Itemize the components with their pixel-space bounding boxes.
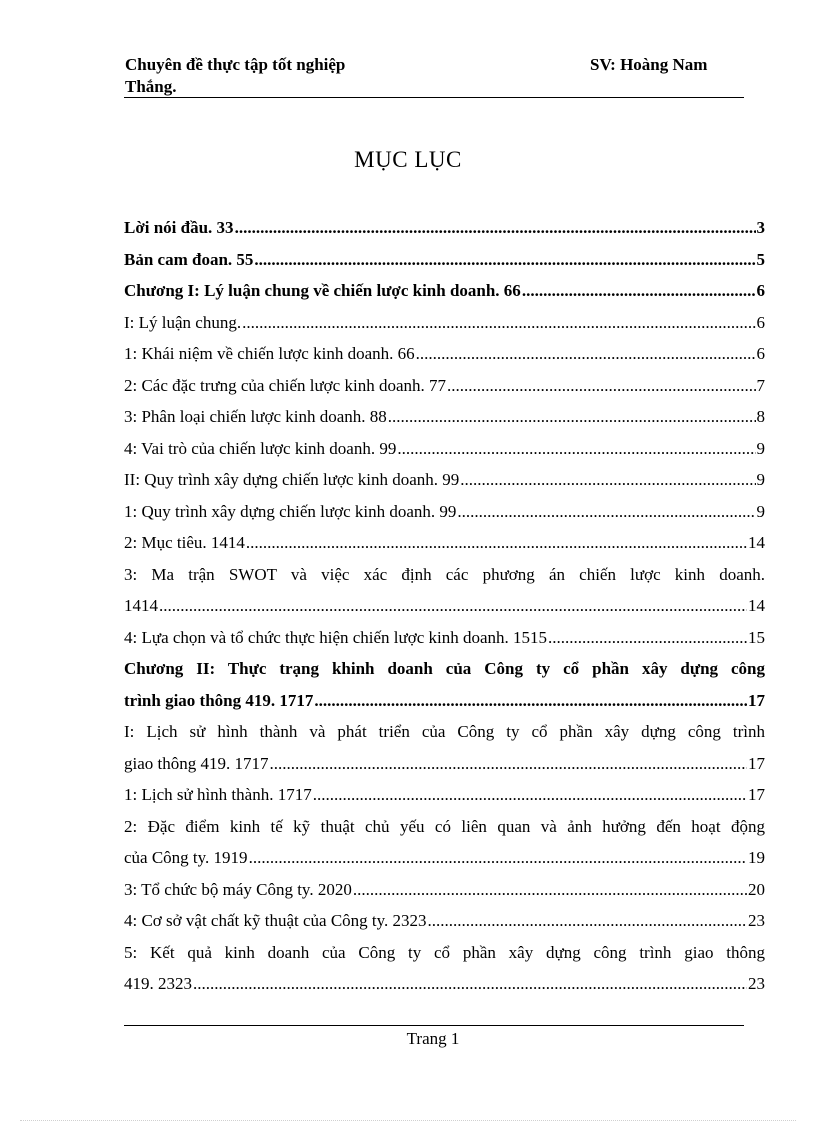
header-rule [124, 97, 744, 98]
toc-page-number: 17 [748, 753, 765, 773]
toc-entry[interactable] [124, 811, 765, 874]
header-right: SV: Hoàng Nam [590, 55, 708, 74]
toc-entry[interactable] [124, 937, 765, 1000]
toc-entry-label: 1414 [124, 596, 158, 615]
toc-entry-label: Lời nói đầu. 33 [124, 218, 234, 237]
toc-page-number: 9 [756, 438, 765, 458]
header-left [125, 54, 345, 98]
toc-page-number: 20 [748, 879, 765, 899]
toc-leader-dots [428, 905, 747, 937]
toc-page-number: 6 [756, 281, 765, 300]
toc-entry[interactable] [124, 433, 765, 465]
toc-entry-label: II: Quy trình xây dựng chiến lược kinh doanh. 99 [124, 470, 460, 489]
toc-entry-line1: 5: Kết quả kinh doanh của Công ty cổ phần xây dựng công trình giao thông [124, 942, 765, 962]
toc-leader-dots [457, 496, 755, 528]
toc-entry-label: giao thông 419. 1717 [124, 753, 269, 773]
toc-page-number: 14 [748, 596, 765, 615]
toc-entry-label: trình giao thông 419. 1717 [124, 690, 314, 710]
toc-page-number: 19 [748, 848, 765, 867]
toc-leader-dots [246, 527, 747, 559]
toc-leader-dots [159, 590, 747, 622]
toc-entry-label: 4: Lựa chọn và tổ chức thực hiện chiến lược kinh doanh. 1515 [124, 627, 548, 647]
toc-leader-dots [522, 275, 756, 307]
toc-leader-dots [416, 338, 756, 370]
toc-entry[interactable] [124, 275, 765, 307]
page-bottom-border [20, 1120, 796, 1121]
toc-entry[interactable] [124, 401, 765, 433]
toc-leader-dots [242, 307, 755, 339]
toc-leader-dots [235, 212, 756, 244]
toc-entry-label: 2: Mục tiêu. 1414 [124, 533, 245, 552]
toc-entry-line1: I: Lịch sử hình thành và phát triển của Công ty cổ phần xây dựng công trình [124, 722, 765, 741]
toc-entry-line1: Chương II: Thực trạng khinh doanh của Công ty cổ phần xây dựng công [124, 659, 765, 678]
toc-page-number: 8 [756, 407, 765, 426]
toc-entry[interactable] [124, 244, 765, 276]
toc-entry[interactable] [124, 370, 765, 402]
toc-leader-dots [249, 842, 747, 874]
toc-page-number: 5 [756, 249, 765, 269]
toc-leader-dots [447, 370, 756, 402]
header-left-line1: Chuyên đề thực tập tốt nghiệp [125, 55, 346, 74]
toc-entry-label: 2: Các đặc trưng của chiến lược kinh doanh. 77 [124, 375, 446, 395]
toc-entry-label: 3: Phân loại chiến lược kinh doanh. 88 [124, 407, 387, 426]
toc-entry-label: 1: Khái niệm về chiến lược kinh doanh. 66 [124, 344, 415, 363]
toc-entry-label: 419. 2323 [124, 974, 192, 993]
toc-leader-dots [388, 401, 756, 433]
toc-entry[interactable] [124, 559, 765, 622]
toc-entry-label: 4: Vai trò của chiến lược kinh doanh. 99 [124, 438, 397, 458]
toc-page-number: 9 [756, 501, 765, 521]
toc-page-number: 17 [748, 785, 765, 804]
toc-entry[interactable] [124, 622, 765, 654]
toc-leader-dots [254, 244, 755, 276]
toc-entry-label: 1: Quy trình xây dựng chiến lược kinh doanh. 99 [124, 501, 457, 521]
toc-entry-label: 3: Tổ chức bộ máy Công ty. 2020 [124, 879, 352, 899]
toc-leader-dots [353, 874, 747, 906]
toc-entry[interactable] [124, 874, 765, 906]
toc-page-number: 14 [748, 533, 765, 552]
toc-entry[interactable] [124, 464, 765, 496]
toc-page-number: 7 [756, 375, 765, 395]
toc-entry-line1: 2: Đặc điểm kinh tế kỹ thuật chủ yếu có liên quan và ảnh hưởng đến hoạt động [124, 816, 765, 836]
page-title: MỤC LỤC [354, 147, 462, 172]
header-left-line2: Thắng. [125, 77, 177, 96]
toc-entry[interactable] [124, 653, 765, 716]
toc-entry-label: của Công ty. 1919 [124, 848, 248, 867]
toc-entry[interactable] [124, 212, 765, 244]
toc-entry-label: Chương I: Lý luận chung về chiến lược kinh doanh. 66 [124, 281, 521, 300]
toc-leader-dots [397, 433, 755, 465]
toc-leader-dots [313, 779, 747, 811]
toc-leader-dots [193, 968, 747, 1000]
toc-page-number: 15 [748, 627, 765, 647]
footer-rule [124, 1025, 744, 1026]
toc-page-number: 6 [756, 312, 765, 332]
toc-leader-dots [314, 685, 747, 717]
toc-entry-label: 4: Cơ sở vật chất kỹ thuật của Công ty. 2323 [124, 911, 427, 930]
toc-page-number: 9 [756, 470, 765, 489]
toc-entry[interactable] [124, 338, 765, 370]
toc-entry[interactable] [124, 527, 765, 559]
toc-entry[interactable] [124, 496, 765, 528]
toc-entry[interactable] [124, 779, 765, 811]
toc-page-number: 6 [756, 344, 765, 363]
toc-entry-line1: 3: Ma trận SWOT và việc xác định các phương án chiến lược kinh doanh. [124, 564, 765, 584]
toc-entry-label: Bản cam đoan. 55 [124, 249, 254, 269]
toc-page-number: 17 [748, 690, 765, 710]
toc-entry-label: 1: Lịch sử hình thành. 1717 [124, 785, 312, 804]
toc-page-number: 3 [756, 218, 765, 237]
toc-entry-label: I: Lý luận chung. [124, 312, 242, 332]
toc-leader-dots [460, 464, 755, 496]
toc-entry[interactable] [124, 905, 765, 937]
table-of-contents [124, 212, 765, 1000]
toc-entry[interactable] [124, 716, 765, 779]
toc-entry[interactable] [124, 307, 765, 339]
toc-leader-dots [270, 748, 748, 780]
page-footer: Trang 1 [406, 1029, 460, 1048]
toc-page-number: 23 [748, 911, 765, 930]
toc-leader-dots [548, 622, 747, 654]
toc-page-number: 23 [748, 974, 765, 993]
